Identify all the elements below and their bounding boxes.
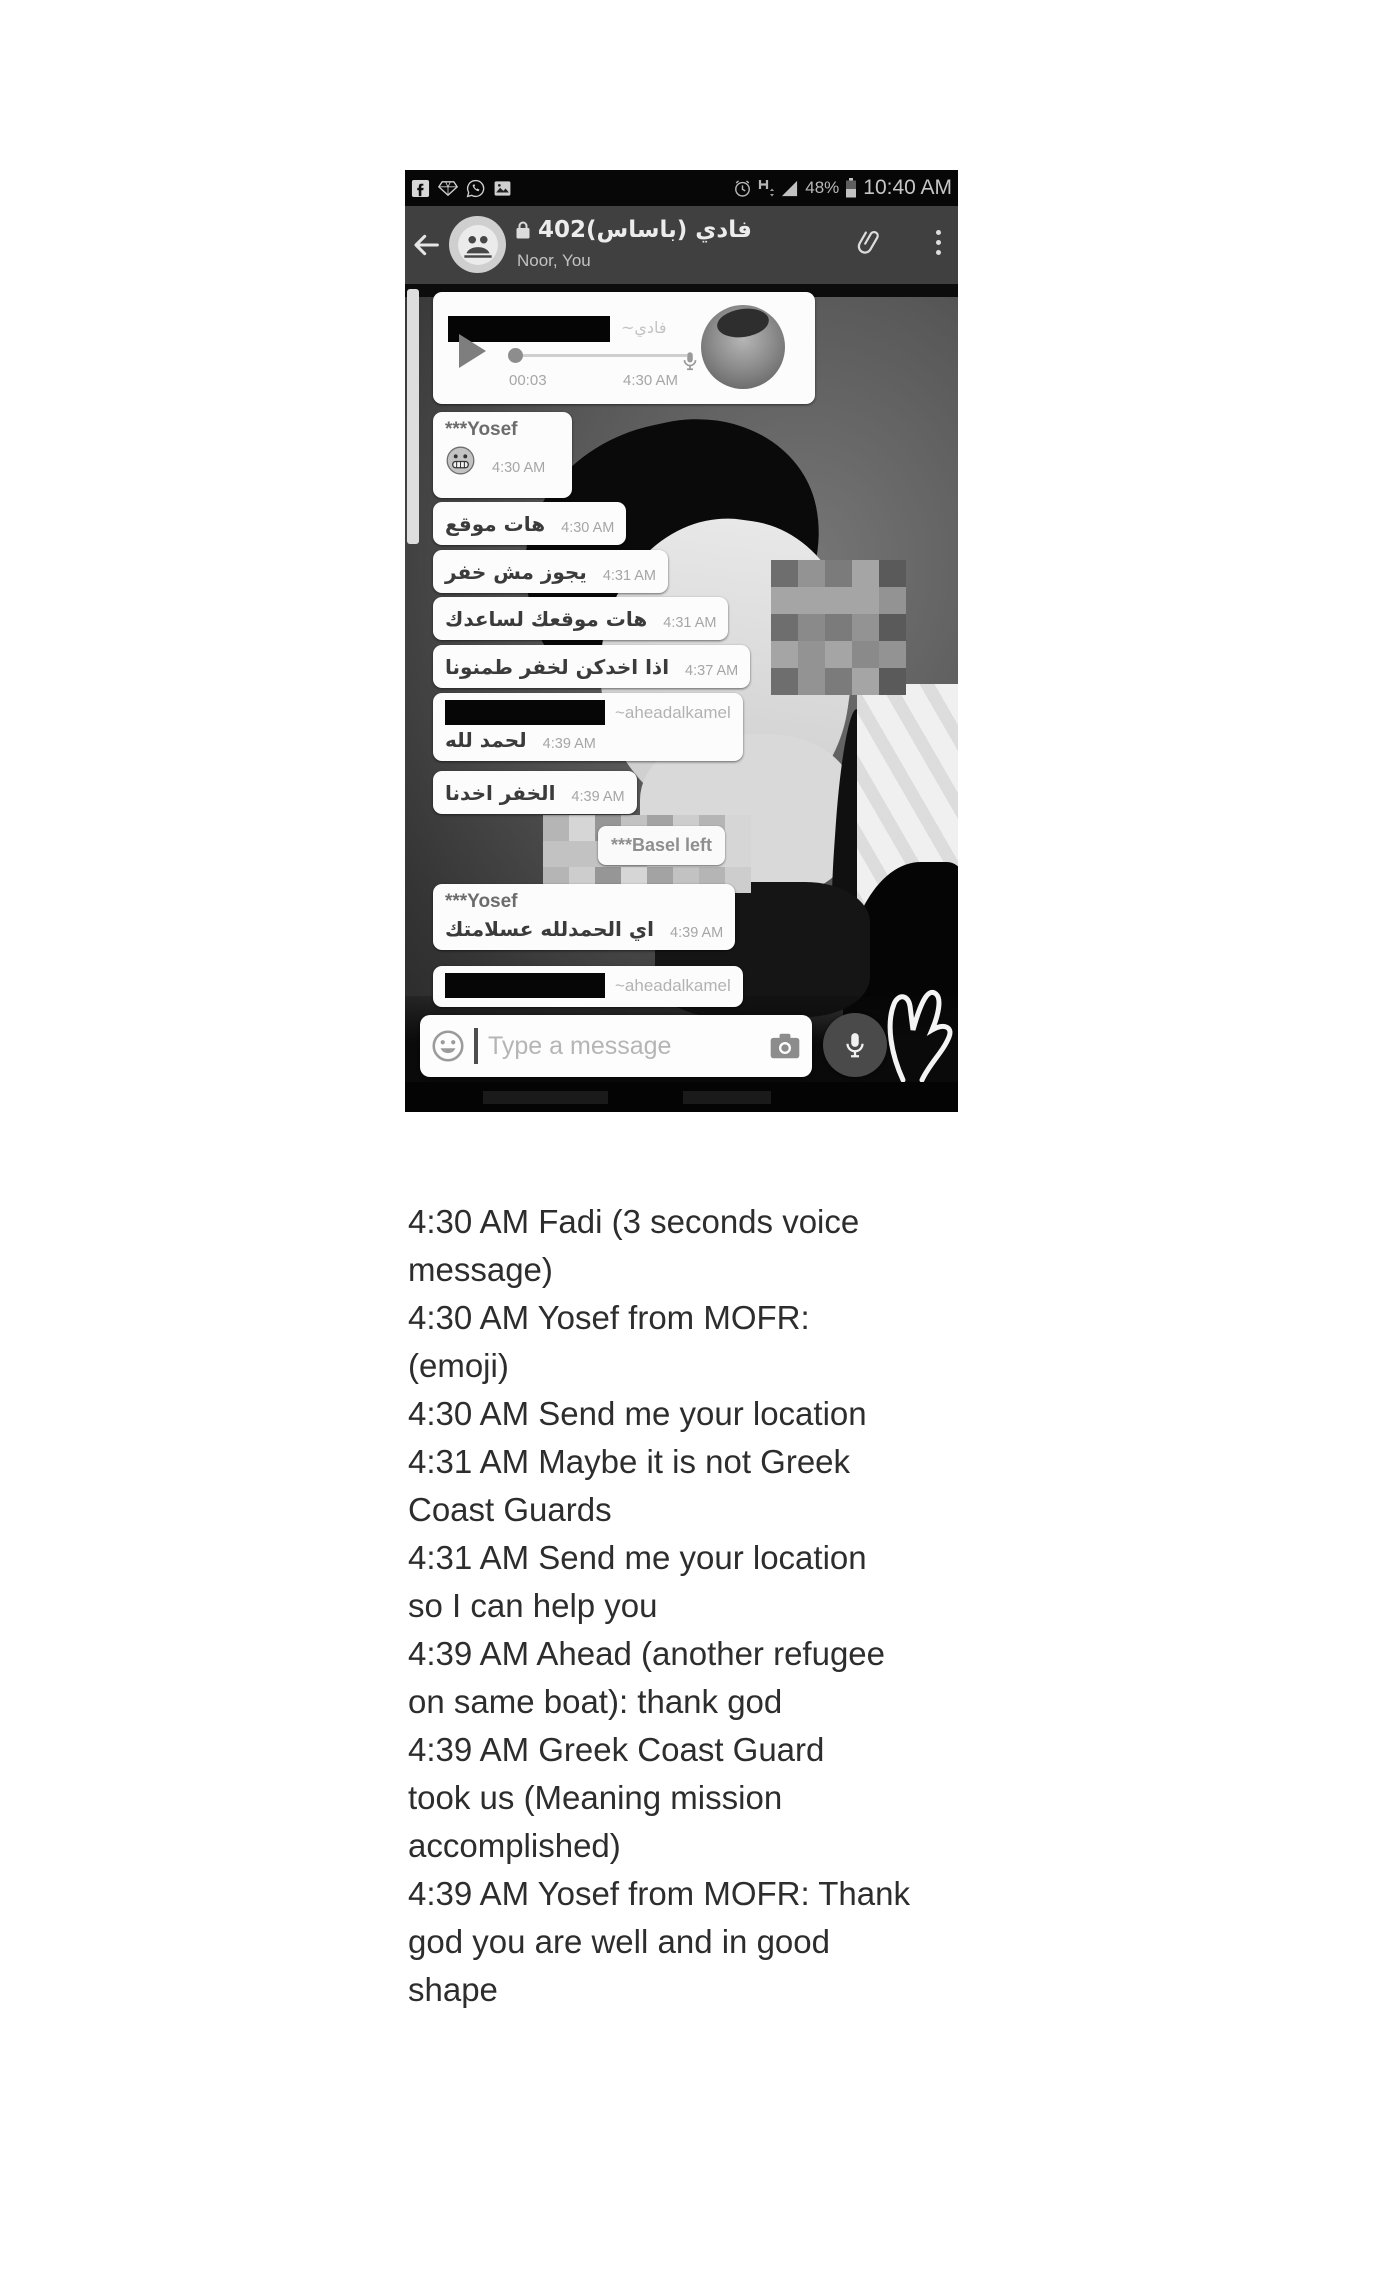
message-time: 4:37 AM [685,663,739,679]
chat-bubble [433,502,626,545]
android-nav-strip [405,1082,958,1112]
caption-line: 4:30 AM Send me your location [408,1395,867,1432]
menu-dots-icon[interactable] [936,230,941,255]
chat-participants: Noor, You [517,251,591,270]
caption-line: message) [408,1251,553,1288]
message-time: 4:30 AM [623,372,679,389]
message-body-row [445,655,738,679]
message-body-row [445,607,716,631]
caption-line: Coast Guards [408,1491,612,1528]
message-text: يجوز مش خفر [445,560,587,584]
text-cursor [474,1028,478,1064]
group-avatar[interactable] [449,216,506,273]
status-time: 10:40 AM [863,176,952,199]
caption-line: accomplished) [408,1827,621,1864]
mic-status-icon [679,348,701,374]
message-time: 4:30 AM [561,520,615,536]
play-button[interactable] [459,334,486,368]
message-text: اي الحمدلله عسلامتك [445,917,655,941]
mic-icon [840,1030,870,1060]
message-input[interactable] [486,1031,760,1062]
caption-line: 4:39 AM Ahead (another refugee [408,1635,886,1672]
mic-button[interactable] [823,1013,887,1077]
voice-sender-avatar [701,305,785,389]
chat-bubble [433,693,743,761]
system-message-bubble: ***Basel left [598,826,725,865]
caption-line: so I can help you [408,1587,658,1624]
message-time: 4:39 AM [571,789,625,805]
paperclip-icon[interactable] [852,225,886,259]
status-bar [405,170,958,206]
message-body-row [445,728,731,752]
redacted-sender-name [445,973,605,998]
gem-icon [438,180,458,197]
whatsapp-header [405,206,958,284]
transcript-caption [408,1198,1018,2014]
back-arrow-icon[interactable] [410,229,442,261]
chat-bubble [433,771,637,814]
chat-title: فادي (باساس)402 [538,217,752,243]
alarm-icon [733,179,752,198]
message-time: 4:39 AM [670,925,724,941]
phone-screenshot [405,170,958,1112]
nav-button-shadow [683,1091,771,1104]
caption-line: (emoji) [408,1347,509,1384]
gallery-icon [493,179,512,198]
caption-line: took us (Meaning mission [408,1779,783,1816]
caption-line: on same boat): thank god [408,1683,783,1720]
message-body-row [445,781,625,805]
message-time: 4:31 AM [602,568,657,584]
caption-line: 4:31 AM Send me your location [408,1539,867,1576]
battery-percent: 48% [805,178,840,197]
message-time: 4:30 AM [492,460,546,476]
smiley-icon[interactable] [430,1028,466,1064]
sender-name: ***Yosef [445,891,518,912]
nav-button-shadow [483,1091,608,1104]
sender-suffix: ~aheadalkamel [615,702,731,722]
sender-suffix: ~فادي [621,318,667,337]
chat-bubble [433,597,728,640]
caption-line: 4:30 AM Fadi (3 seconds voice [408,1203,860,1240]
message-body-row [445,445,560,476]
sender-suffix: ~aheadalkamel [615,975,731,995]
battery-icon [845,178,857,198]
chat-bubble [433,884,735,950]
caption-line: 4:30 AM Yosef from MOFR: [408,1299,810,1336]
caption-line: god you are well and in good [408,1923,830,1960]
message-body-row [445,560,656,584]
chat-bubble [433,645,750,688]
message-text: هات موقعك لساعدك [445,607,648,631]
lock-icon [515,220,531,240]
message-time: 4:31 AM [663,615,717,631]
slider-thumb[interactable] [508,348,523,363]
chat-bubble [433,966,743,1007]
chat-area [405,284,958,1082]
facebook-icon [411,179,430,198]
chat-bubble [433,412,572,498]
redacted-sender-row [445,973,731,998]
message-text: اذا اخدكن لخفر طمنونا [445,655,670,679]
whatsapp-icon [466,179,485,198]
sender-name: ***Yosef [445,419,518,440]
message-time: 4:39 AM [542,736,596,752]
voice-duration: 00:03 [509,372,547,389]
grimacing-face-emoji [445,445,476,476]
voice-progress-slider[interactable] [511,354,687,357]
message-composer[interactable] [420,1015,812,1077]
status-bar-left-icons [411,179,512,198]
caption-line: 4:39 AM Yosef from MOFR: Thank [408,1875,910,1912]
redacted-sender-row [445,700,731,725]
voice-message-bubble [433,292,815,404]
status-bar-right-cluster [733,176,952,200]
redacted-sender-name [445,700,605,725]
message-text: لحمد لله [445,728,527,752]
message-text: الخفر اخدنا [445,781,556,805]
caption-line: shape [408,1971,498,2008]
caption-line: 4:39 AM Greek Coast Guard [408,1731,825,1768]
message-body-row [445,917,723,941]
message-body-row [445,512,614,536]
chat-title-row[interactable] [515,217,752,243]
caption-line: 4:31 AM Maybe it is not Greek [408,1443,851,1480]
message-text: هات موقع [445,512,546,536]
group-crest-icon [457,224,499,266]
network-h-icon [758,178,774,198]
message-list [405,284,958,1082]
chat-bubble [433,550,668,593]
signal-strength-icon [780,179,799,198]
camera-icon[interactable] [768,1031,802,1061]
